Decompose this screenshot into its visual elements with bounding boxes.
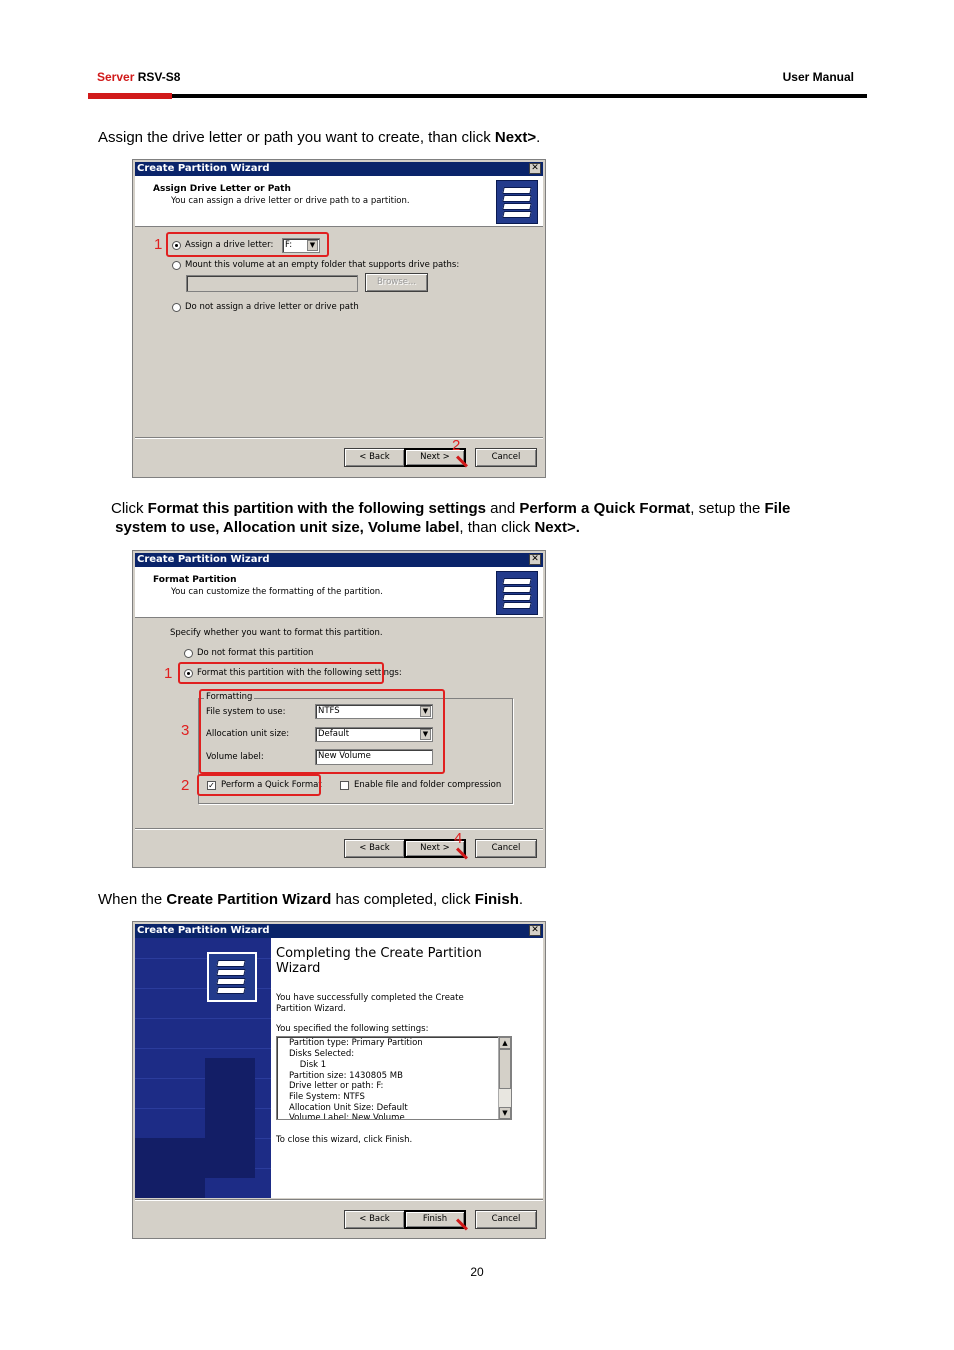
scroll-up-icon[interactable]: ▲ xyxy=(499,1037,511,1049)
cancel-button[interactable]: Cancel xyxy=(475,839,537,858)
header-rule-accent xyxy=(88,93,172,99)
no-letter-radio[interactable] xyxy=(172,303,181,312)
highlight-quick-format xyxy=(197,774,321,796)
marker-2: 2 xyxy=(452,437,461,454)
back-button[interactable]: < Back xyxy=(344,839,405,858)
assign-letter-label: Assign a drive letter: xyxy=(185,240,274,250)
close-icon[interactable]: ✕ xyxy=(529,925,541,936)
finish-button[interactable]: Finish xyxy=(404,1210,466,1229)
list-item: File System: NTFS xyxy=(289,1092,365,1102)
chevron-down-icon: ▼ xyxy=(420,706,431,717)
next-button[interactable]: Next > xyxy=(404,839,466,858)
disk-stack-icon xyxy=(496,571,538,615)
chevron-down-icon: ▼ xyxy=(307,240,318,251)
drive-letter-select[interactable]: F: ▼ xyxy=(282,238,320,253)
wizard-content xyxy=(271,938,543,1198)
file-system-select[interactable]: NTFS ▼ xyxy=(315,704,433,719)
footer-separator xyxy=(135,828,543,830)
step1-instruction: Assign the drive letter or path you want to create, than click Next>. xyxy=(98,129,541,146)
list-item: Partition type: Primary Partition xyxy=(289,1038,423,1048)
scroll-thumb[interactable] xyxy=(499,1049,511,1089)
no-format-label: Do not format this partition xyxy=(197,648,314,658)
chevron-down-icon: ▼ xyxy=(420,729,431,740)
compression-label: Enable file and folder compression xyxy=(354,780,502,790)
no-letter-label: Do not assign a drive letter or drive path xyxy=(185,302,359,312)
list-item: Volume Label: New Volume xyxy=(289,1113,405,1120)
dialog-titlebar: Create Partition Wizard ✕ xyxy=(135,924,543,938)
wizard-step-title: Assign Drive Letter or Path xyxy=(153,184,291,194)
close-hint: To close this wizard, click Finish. xyxy=(276,1135,413,1145)
format-label: Format this partition with the following settings: xyxy=(197,668,402,678)
marker-4: 4 xyxy=(454,830,463,847)
assign-drive-dialog xyxy=(132,159,546,478)
formatting-group-title: Formatting xyxy=(206,692,253,702)
list-item: Drive letter or path: F: xyxy=(289,1081,384,1091)
mount-path-input[interactable] xyxy=(186,275,358,292)
wizard-header xyxy=(135,176,543,227)
file-system-label: File system to use: xyxy=(206,707,286,717)
footer-separator xyxy=(135,437,543,439)
list-scrollbar[interactable] xyxy=(498,1037,511,1119)
quick-format-label: Perform a Quick Format xyxy=(221,780,322,790)
highlight-assign-letter xyxy=(166,232,329,257)
page-number: 20 xyxy=(470,1265,484,1279)
wizard-step-subtitle: You can assign a drive letter or drive path to a partition. xyxy=(171,196,410,206)
close-icon[interactable]: ✕ xyxy=(529,163,541,174)
header-brand: Server RSV-S8 xyxy=(97,70,181,84)
completion-heading: Completing the Create Partition Wizard xyxy=(276,946,482,976)
header-model: RSV-S8 xyxy=(137,70,181,84)
settings-summary-list[interactable] xyxy=(276,1036,512,1120)
completion-success: You have successfully completed the Create Partition Wizard. xyxy=(276,993,464,1014)
marker-1: 1 xyxy=(154,236,163,253)
format-prompt: Specify whether you want to format this partition. xyxy=(170,628,383,638)
highlight-format-settings xyxy=(199,689,445,774)
completing-wizard-dialog xyxy=(132,921,546,1239)
header-doc-type: User Manual xyxy=(782,70,854,84)
allocation-size-label: Allocation unit size: xyxy=(206,729,290,739)
dialog-titlebar: Create Partition Wizard ✕ xyxy=(135,553,543,567)
marker-3: 3 xyxy=(181,722,190,739)
disk-stack-icon xyxy=(207,952,257,1002)
cancel-button[interactable]: Cancel xyxy=(475,1210,537,1229)
highlight-format-option xyxy=(178,662,384,684)
scroll-down-icon[interactable]: ▼ xyxy=(499,1107,511,1119)
browse-button[interactable]: Browse... xyxy=(365,273,428,292)
settings-intro: You specified the following settings: xyxy=(276,1024,429,1034)
next-button[interactable]: Next > xyxy=(404,448,466,467)
wizard-header xyxy=(135,567,543,618)
mount-folder-label: Mount this volume at an empty folder that supports drive paths: xyxy=(185,260,460,270)
list-item: Disks Selected: xyxy=(289,1049,355,1059)
marker-1: 1 xyxy=(164,665,173,682)
cancel-button[interactable]: Cancel xyxy=(475,448,537,467)
back-button[interactable]: < Back xyxy=(344,1210,405,1229)
volume-label-input[interactable]: New Volume xyxy=(315,749,433,765)
format-partition-dialog xyxy=(132,550,546,868)
wizard-side-banner xyxy=(135,938,271,1198)
disk-stack-icon xyxy=(496,180,538,224)
no-format-radio[interactable] xyxy=(184,649,193,658)
mount-folder-radio[interactable] xyxy=(172,261,181,270)
dialog-titlebar: Create Partition Wizard ✕ xyxy=(135,162,543,176)
volume-label-label: Volume label: xyxy=(206,752,264,762)
step3-instruction: When the Create Partition Wizard has completed, click Finish. xyxy=(98,891,524,908)
step2-instruction: Click Format this partition with the following settings and Perform a Quick Format, setup the File system to use, Allocation unit size, Volume label, than click Next>. xyxy=(111,500,791,536)
quick-format-checkbox[interactable]: ✓ xyxy=(208,781,215,790)
compression-checkbox[interactable] xyxy=(340,781,349,790)
wizard-step-title: Format Partition xyxy=(153,575,237,585)
footer-separator xyxy=(135,1199,543,1201)
back-button[interactable]: < Back xyxy=(344,448,405,467)
list-item: Partition size: 1430805 MB xyxy=(289,1071,403,1081)
wizard-step-subtitle: You can customize the formatting of the partition. xyxy=(171,587,383,597)
list-item: Disk 1 xyxy=(289,1060,327,1070)
marker-2: 2 xyxy=(181,777,190,794)
close-icon[interactable]: ✕ xyxy=(529,554,541,565)
allocation-size-select[interactable]: Default ▼ xyxy=(315,727,433,742)
header-rule xyxy=(88,94,867,98)
list-item: Allocation Unit Size: Default xyxy=(289,1103,408,1113)
